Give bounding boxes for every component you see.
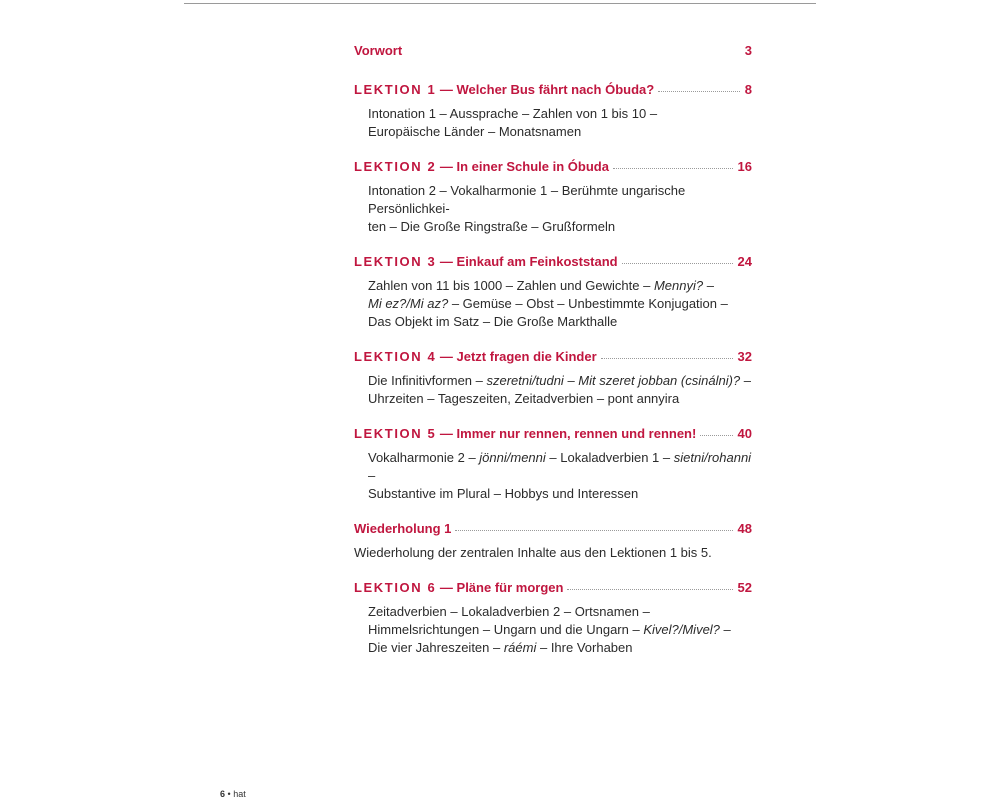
toc-entry-wiederholung-1 (354, 520, 752, 562)
text-segment: ten – Die Große Ringstraße – Grußformeln (368, 219, 616, 234)
lektion-title: — Jetzt fragen die Kinder (436, 349, 597, 364)
toc-entry-head[interactable] (354, 425, 752, 443)
text-segment: Substantive im Plural – Hobbys und Interessen (368, 486, 639, 501)
dot-leader (455, 530, 732, 531)
description-line (368, 372, 752, 390)
text-segment: Das Objekt im Satz – Die Große Markthalle (368, 314, 618, 329)
dot-leader (658, 91, 740, 92)
description-line (368, 182, 752, 218)
footer-page-number: 6 (220, 789, 226, 799)
table-of-contents (354, 42, 752, 657)
top-rule (184, 3, 816, 4)
italic-segment: Kivel?/Mivel? (643, 622, 720, 637)
description-line (368, 639, 752, 657)
text-segment: Europäische Länder – Monatsnamen (368, 124, 582, 139)
text-segment: – (368, 468, 376, 483)
italic-segment: Mi ez?/Mi az? (368, 296, 449, 311)
description-line (368, 277, 752, 295)
lektion-keyword: LEKTION 2 (354, 159, 437, 174)
dot-leader (613, 168, 733, 169)
toc-entry-description (354, 277, 752, 331)
description-line (368, 295, 752, 313)
toc-entry-page: 32 (737, 349, 752, 364)
italic-segment: Mit szeret jobban (csinálni)? (578, 373, 741, 388)
text-segment: Himmelsrichtungen – Ungarn und die Ungarn – (368, 622, 644, 637)
description-line (354, 544, 752, 562)
description-line (368, 603, 752, 621)
toc-entry-lektion-4 (354, 348, 752, 408)
toc-entry-label (354, 81, 654, 99)
toc-entry-page: 52 (737, 580, 752, 595)
toc-entry-lektion-5 (354, 425, 752, 503)
description-line (368, 621, 752, 639)
description-line (368, 390, 752, 408)
lektion-title: — Immer nur rennen, rennen und rennen! (436, 426, 697, 441)
text-segment: – Ihre Vorhaben (536, 640, 633, 655)
italic-segment: jönni/menni (479, 450, 546, 465)
toc-entry-lektion-1 (354, 81, 752, 141)
footer-text: hat (233, 789, 246, 799)
text-segment: Vokalharmonie 2 – (368, 450, 480, 465)
toc-entry-page: 24 (737, 254, 752, 269)
text-segment: – (740, 373, 751, 388)
text-segment: – Lokaladverbien 1 – (545, 450, 674, 465)
toc-entry-head[interactable] (354, 42, 752, 60)
text-segment: – (703, 278, 714, 293)
description-line (368, 123, 752, 141)
lektion-keyword: LEKTION 3 (354, 254, 437, 269)
lektion-keyword: LEKTION 4 (354, 349, 437, 364)
toc-entry-page: 16 (737, 159, 752, 174)
text-segment: – (563, 373, 579, 388)
toc-entry-head[interactable] (354, 253, 752, 271)
lektion-title: — Einkauf am Feinkoststand (436, 254, 618, 269)
toc-entry-head[interactable] (354, 348, 752, 366)
toc-entry-description (354, 603, 752, 657)
italic-segment: ráémi (503, 640, 537, 655)
toc-entry-label (354, 579, 563, 597)
description-line (368, 218, 752, 236)
italic-segment: sietni/rohanni (673, 450, 752, 465)
toc-entry-label: Vorwort (354, 43, 403, 58)
toc-entry-label (354, 158, 609, 176)
description-line (368, 485, 752, 503)
toc-entry-description (354, 449, 752, 503)
description-line (368, 313, 752, 331)
italic-segment: szeretni/tudni (486, 373, 564, 388)
text-segment: Uhrzeiten – Tageszeiten, Zeitadverbien – pont annyira (368, 391, 680, 406)
toc-entry-page: 48 (737, 521, 752, 536)
toc-entry-page: 3 (744, 43, 752, 58)
toc-entry-lektion-6 (354, 579, 752, 657)
toc-entry-description (354, 182, 752, 236)
text-segment: Wiederholung der zentralen Inhalte aus den Lektionen 1 bis 5. (354, 545, 712, 560)
text-segment: Intonation 2 – Vokalharmonie 1 – Berühmte ungarische Persönlichkei- (368, 183, 686, 216)
toc-entry-description (354, 372, 752, 408)
description-line (368, 449, 752, 485)
toc-entry-head[interactable] (354, 579, 752, 597)
toc-entry-lektion-2 (354, 158, 752, 236)
footer-separator: • (227, 789, 231, 799)
italic-segment: Mennyi? (653, 278, 704, 293)
toc-entry-description (354, 544, 752, 562)
text-segment: – (719, 622, 731, 637)
toc-entry-label (354, 348, 597, 366)
dot-leader (622, 263, 733, 264)
page-footer (220, 789, 246, 799)
dot-leader (601, 358, 733, 359)
text-segment: – Gemüse – Obst – Unbestimmte Konjugation – (448, 296, 728, 311)
lektion-title: — Pläne für morgen (436, 580, 564, 595)
description-line (368, 105, 752, 123)
text-segment: Die Infinitivformen – (368, 373, 487, 388)
toc-entry-label: Wiederholung 1 (354, 521, 452, 536)
toc-entry-vorwort (354, 42, 752, 60)
text-segment: Zeitadverbien – Lokaladverbien 2 – Ortsnamen – (368, 604, 650, 619)
toc-entry-head[interactable] (354, 81, 752, 99)
toc-entry-lektion-3 (354, 253, 752, 331)
text-segment: Zahlen von 11 bis 1000 – Zahlen und Gewichte – (368, 278, 654, 293)
dot-leader (567, 589, 732, 590)
toc-entry-label (354, 253, 618, 271)
toc-entry-head[interactable] (354, 520, 752, 538)
lektion-title: — Welcher Bus fährt nach Óbuda? (436, 82, 655, 97)
toc-entry-page: 8 (744, 82, 752, 97)
lektion-keyword: LEKTION 6 (354, 580, 437, 595)
lektion-keyword: LEKTION 5 (354, 426, 437, 441)
toc-entry-label (354, 425, 696, 443)
lektion-title: — In einer Schule in Óbuda (436, 159, 609, 174)
text-segment: Intonation 1 – Aussprache – Zahlen von 1 bis 10 – (368, 106, 658, 121)
toc-entry-head[interactable] (354, 158, 752, 176)
lektion-keyword: LEKTION 1 (354, 82, 437, 97)
dot-leader (700, 435, 732, 436)
toc-entry-description (354, 105, 752, 141)
text-segment: Die vier Jahreszeiten – (368, 640, 504, 655)
toc-entry-page: 40 (737, 426, 752, 441)
